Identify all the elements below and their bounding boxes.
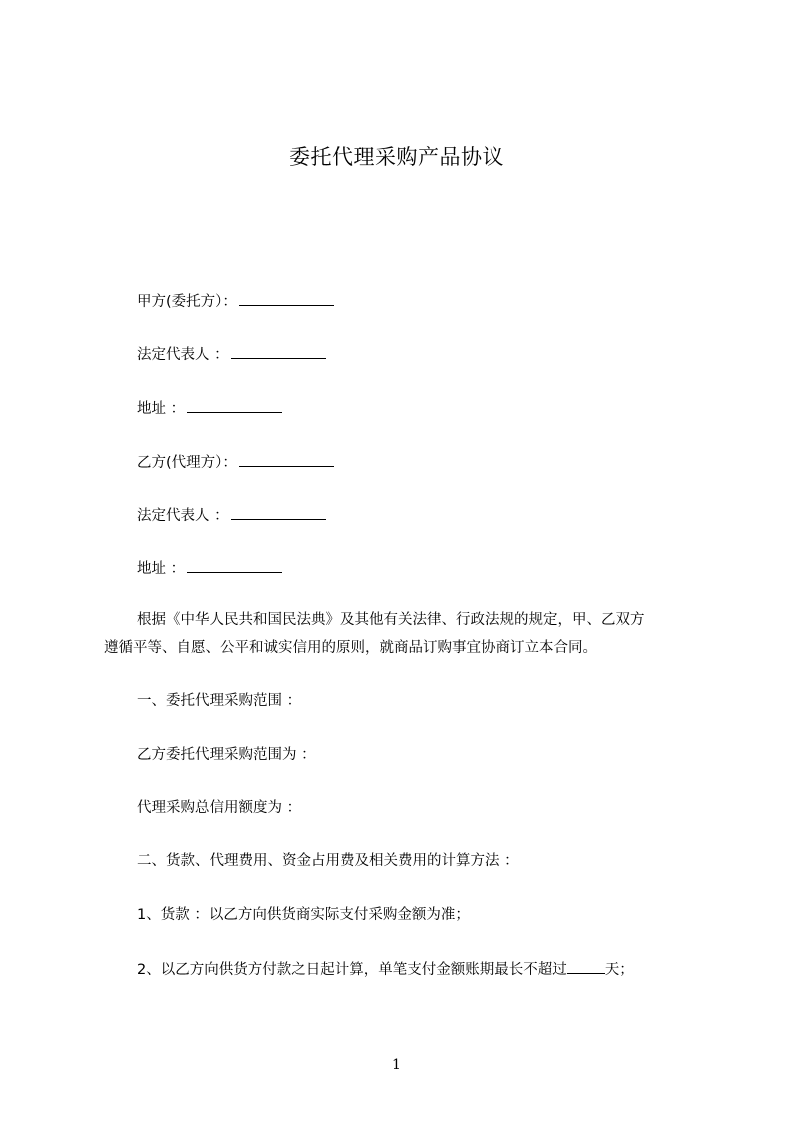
preamble-paragraph — [104, 606, 704, 662]
party-b-blank[interactable] — [239, 452, 334, 467]
party-a-address-line — [137, 398, 282, 419]
document-title: 委托代理采购产品协议 — [289, 145, 504, 169]
party-b-address-label: 地址 ： — [137, 561, 186, 577]
party-b-rep-label: 法定代表人 ： — [137, 508, 229, 524]
preamble-line-1: 根据《中华人民共和国民法典》及其他有关法律、行政法规的规定，甲、乙双方 — [137, 612, 645, 628]
party-b-rep-blank[interactable] — [231, 505, 326, 520]
party-a-rep-line — [137, 344, 326, 365]
party-a-blank[interactable] — [239, 291, 334, 306]
party-b-label: 乙方(代理方）： — [137, 455, 237, 471]
party-b-address-line — [137, 558, 282, 579]
section2-item-2-prefix: 2、以乙方向供货方付款之日起计算，单笔支付金额账期最长不超过 — [137, 962, 567, 978]
section2-item-2 — [137, 959, 634, 980]
preamble-line-2: 遵循平等、自愿、公平和诚实信用的原则，就商品订购事宜协商订立本合同。 — [104, 640, 597, 656]
section2-heading: 二、货款、代理费用、资金占用费及相关费用的计算方法 ： — [137, 853, 519, 869]
section1-scope: 乙方委托代理采购范围为 ： — [137, 747, 316, 763]
page-number: 1 — [392, 1057, 401, 1073]
section2-item-2-suffix: 天； — [604, 962, 634, 978]
party-a-address-blank[interactable] — [187, 398, 282, 413]
section1-credit: 代理采购总信用额度为 ： — [137, 800, 302, 816]
days-blank[interactable] — [567, 959, 605, 974]
party-a-label: 甲方(委托方）： — [137, 294, 237, 310]
party-a-rep-blank[interactable] — [231, 344, 326, 359]
party-a-address-label: 地址 ： — [137, 401, 186, 417]
section2-item-1: 1、货款 ：以乙方向供货商实际支付采购金额为准； — [137, 907, 470, 923]
section1-heading: 一、委托代理采购范围 ： — [137, 693, 302, 709]
party-b-line — [137, 452, 334, 473]
party-a-line — [137, 291, 334, 312]
party-b-address-blank[interactable] — [187, 558, 282, 573]
party-a-rep-label: 法定代表人 ： — [137, 347, 229, 363]
party-b-rep-line — [137, 505, 326, 526]
